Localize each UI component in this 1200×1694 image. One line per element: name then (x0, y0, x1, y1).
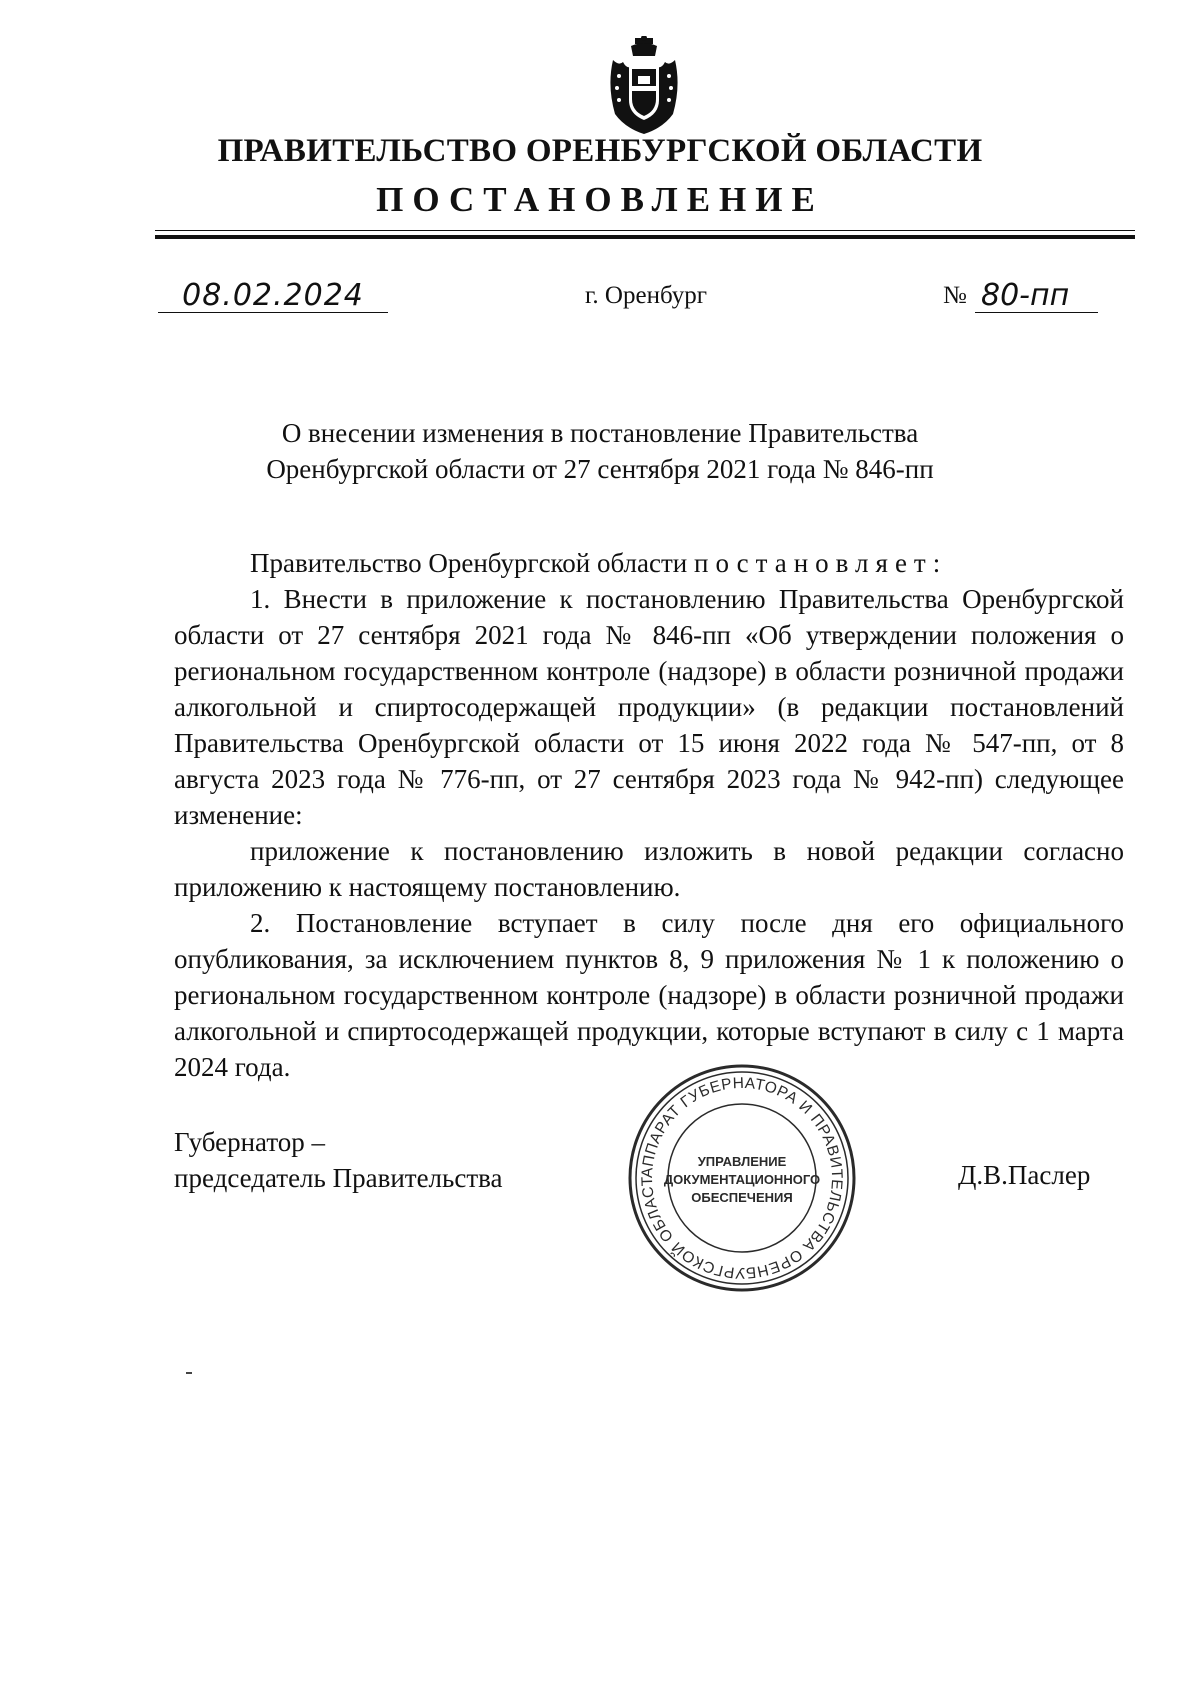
coat-of-arms-icon (605, 36, 683, 136)
document-number: 80-пп (981, 278, 1070, 313)
paragraph-2: 2. Постановление вступает в силу после дня его официального опубликования, за исключением пунктов 8, 9 приложения № 1 к положению о региональном государственном контроле (надзоре) в области розничной продажи алкогольной и спиртосодержащей продукции, которые вступают в силу с 1 марта 2024 года. (174, 908, 1124, 1082)
document-subject (0, 415, 1200, 487)
intro-paragraph (174, 545, 1124, 581)
document-body (174, 545, 1124, 1085)
seal-center-line-1: УПРАВЛЕНИЕ (697, 1154, 787, 1169)
government-name: ПРАВИТЕЛЬСТВО ОРЕНБУРГСКОЙ ОБЛАСТИ (217, 133, 983, 169)
document-date: 08.02.2024 (182, 278, 364, 313)
scan-mark (186, 1372, 192, 1374)
signatory-title (174, 1124, 503, 1196)
intro-text: Правительство Оренбургской области (250, 548, 688, 578)
header-rule-thick (155, 235, 1135, 239)
signatory-name: Д.В.Паслер (958, 1160, 1091, 1190)
document-city: г. Оренбург (585, 282, 707, 309)
paragraph-1b: приложение к постановлению изложить в новой редакции согласно приложению к настоящему постановлению. (174, 836, 1124, 902)
signatory-title-line-2: председатель Правительства (174, 1163, 503, 1193)
header-rule-thin (155, 230, 1135, 231)
subject-line-1: О внесении изменения в постановление Правительства (281, 418, 919, 448)
number-sign: № (943, 282, 967, 309)
subject-line-2: Оренбургской области от 27 сентября 2021 года № 846-пп (266, 454, 934, 484)
paragraph-1: 1. Внести в приложение к постановлению Правительства Оренбургской области от 27 сентября 2021 года № 846-пп «Об утверждении положения о региональном государственном контроле (надзоре) в области розничной продажи алкогольной и спиртосодержащей продукции» (в редакции постановлений Правительства Оренбургской области от 15 июня 2022 года № 547-пп, от 8 августа 2023 года № 776-пп, от 27 сентября 2023 года № 942-пп) следующее изменение: (174, 584, 1124, 830)
seal-center-line-3: ОБЕСПЕЧЕНИЯ (691, 1190, 793, 1205)
seal-center-line-2: ДОКУМЕНТАЦИОННОГО (663, 1172, 821, 1187)
date-underline (158, 312, 388, 313)
number-underline (975, 312, 1098, 313)
document-type: ПОСТАНОВЛЕНИЕ (376, 180, 824, 219)
signatory-title-line-1: Губернатор – (174, 1127, 326, 1157)
seal-outer-text: АППАРАТ ГУБЕРНАТОРА И ПРАВИТЕЛЬСТВА ОРЕНБУРГСКОЙ ОБЛАСТ (638, 1074, 846, 1282)
official-seal (624, 1060, 860, 1296)
intro-verb: постановляет: (694, 548, 948, 578)
